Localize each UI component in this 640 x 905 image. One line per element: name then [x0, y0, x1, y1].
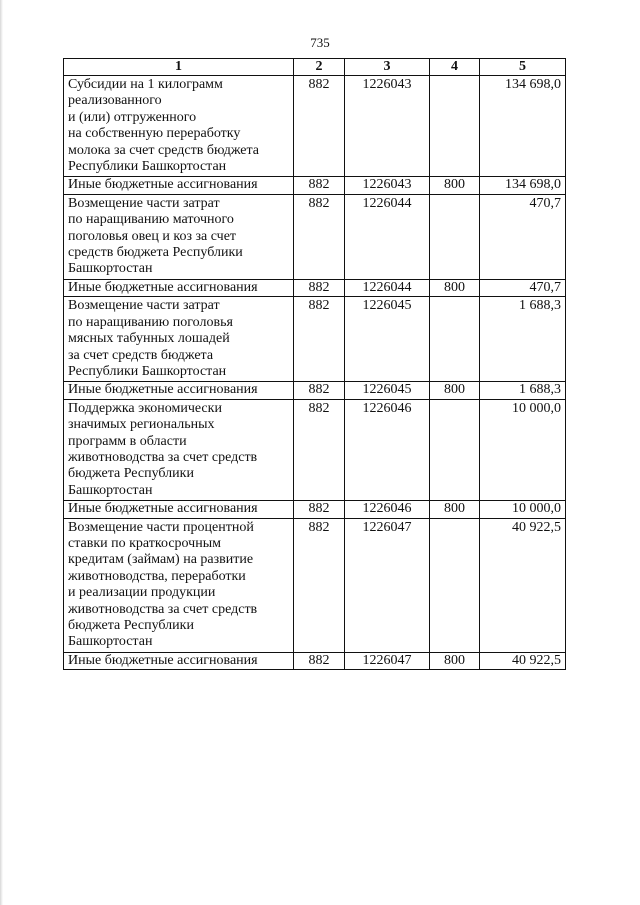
expense-type: 800: [430, 177, 480, 194]
item-name: Возмещение части процентной ставки по краткосрочным кредитам (займам) на развитие животноводства, переработки и реализации продукции животноводства за счет средств бюджета Республики Башкортостан: [64, 518, 294, 652]
item-name: Поддержка экономически значимых региональных программ в области животноводства за счет средств бюджета Республики Башкортостан: [64, 399, 294, 500]
table-row: [64, 382, 566, 399]
table-row: [64, 177, 566, 194]
header-col-3: 3: [345, 59, 430, 76]
item-name: Иные бюджетные ассигнования: [64, 177, 294, 194]
table-header-row: [64, 59, 566, 76]
table-row: [64, 194, 566, 279]
expense-type: [430, 399, 480, 500]
header-col-2: 2: [294, 59, 345, 76]
amount: 1 688,3: [480, 382, 566, 399]
item-name: Иные бюджетные ассигнования: [64, 279, 294, 296]
item-name: Иные бюджетные ассигнования: [64, 382, 294, 399]
target-article: 1226044: [345, 279, 430, 296]
target-article: 1226043: [345, 76, 430, 177]
item-name: Возмещение части затрат по наращиванию поголовья мясных табунных лошадей за счет средств бюджета Республики Башкортостан: [64, 297, 294, 382]
ministry-code: 882: [294, 279, 345, 296]
item-name: Иные бюджетные ассигнования: [64, 501, 294, 518]
target-article: 1226047: [345, 518, 430, 652]
table-row: [64, 76, 566, 177]
amount: 134 698,0: [480, 76, 566, 177]
header-col-5: 5: [480, 59, 566, 76]
expense-type: [430, 297, 480, 382]
table-body: [64, 76, 566, 670]
expense-type: 800: [430, 652, 480, 669]
expense-type: [430, 194, 480, 279]
target-article: 1226043: [345, 177, 430, 194]
amount: 1 688,3: [480, 297, 566, 382]
expense-type: 800: [430, 382, 480, 399]
header-col-4: 4: [430, 59, 480, 76]
ministry-code: 882: [294, 518, 345, 652]
expense-type: [430, 518, 480, 652]
ministry-code: 882: [294, 399, 345, 500]
amount: 470,7: [480, 279, 566, 296]
table-row: [64, 297, 566, 382]
scan-edge-shadow: [0, 0, 3, 905]
header-col-1: 1: [64, 59, 294, 76]
ministry-code: 882: [294, 652, 345, 669]
ministry-code: 882: [294, 297, 345, 382]
item-name: Возмещение части затрат по наращиванию маточного поголовья овец и коз за счет средств бюджета Республики Башкортостан: [64, 194, 294, 279]
table-row: [64, 279, 566, 296]
ministry-code: 882: [294, 382, 345, 399]
table-row: [64, 501, 566, 518]
table-row: [64, 652, 566, 669]
amount: 470,7: [480, 194, 566, 279]
target-article: 1226044: [345, 194, 430, 279]
expense-type: [430, 76, 480, 177]
amount: 40 922,5: [480, 518, 566, 652]
amount: 134 698,0: [480, 177, 566, 194]
ministry-code: 882: [294, 177, 345, 194]
ministry-code: 882: [294, 501, 345, 518]
page-number: 735: [310, 35, 330, 50]
ministry-code: 882: [294, 76, 345, 177]
item-name: Иные бюджетные ассигнования: [64, 652, 294, 669]
amount: 40 922,5: [480, 652, 566, 669]
target-article: 1226046: [345, 501, 430, 518]
amount: 10 000,0: [480, 501, 566, 518]
expense-type: 800: [430, 279, 480, 296]
amount: 10 000,0: [480, 399, 566, 500]
target-article: 1226045: [345, 297, 430, 382]
target-article: 1226045: [345, 382, 430, 399]
ministry-code: 882: [294, 194, 345, 279]
table-row: [64, 399, 566, 500]
target-article: 1226047: [345, 652, 430, 669]
budget-table: [63, 58, 566, 670]
item-name: Субсидии на 1 килограмм реализованного и (или) отгруженного на собственную переработку молока за счет средств бюджета Республики Башкортостан: [64, 76, 294, 177]
table-row: [64, 518, 566, 652]
expense-type: 800: [430, 501, 480, 518]
target-article: 1226046: [345, 399, 430, 500]
